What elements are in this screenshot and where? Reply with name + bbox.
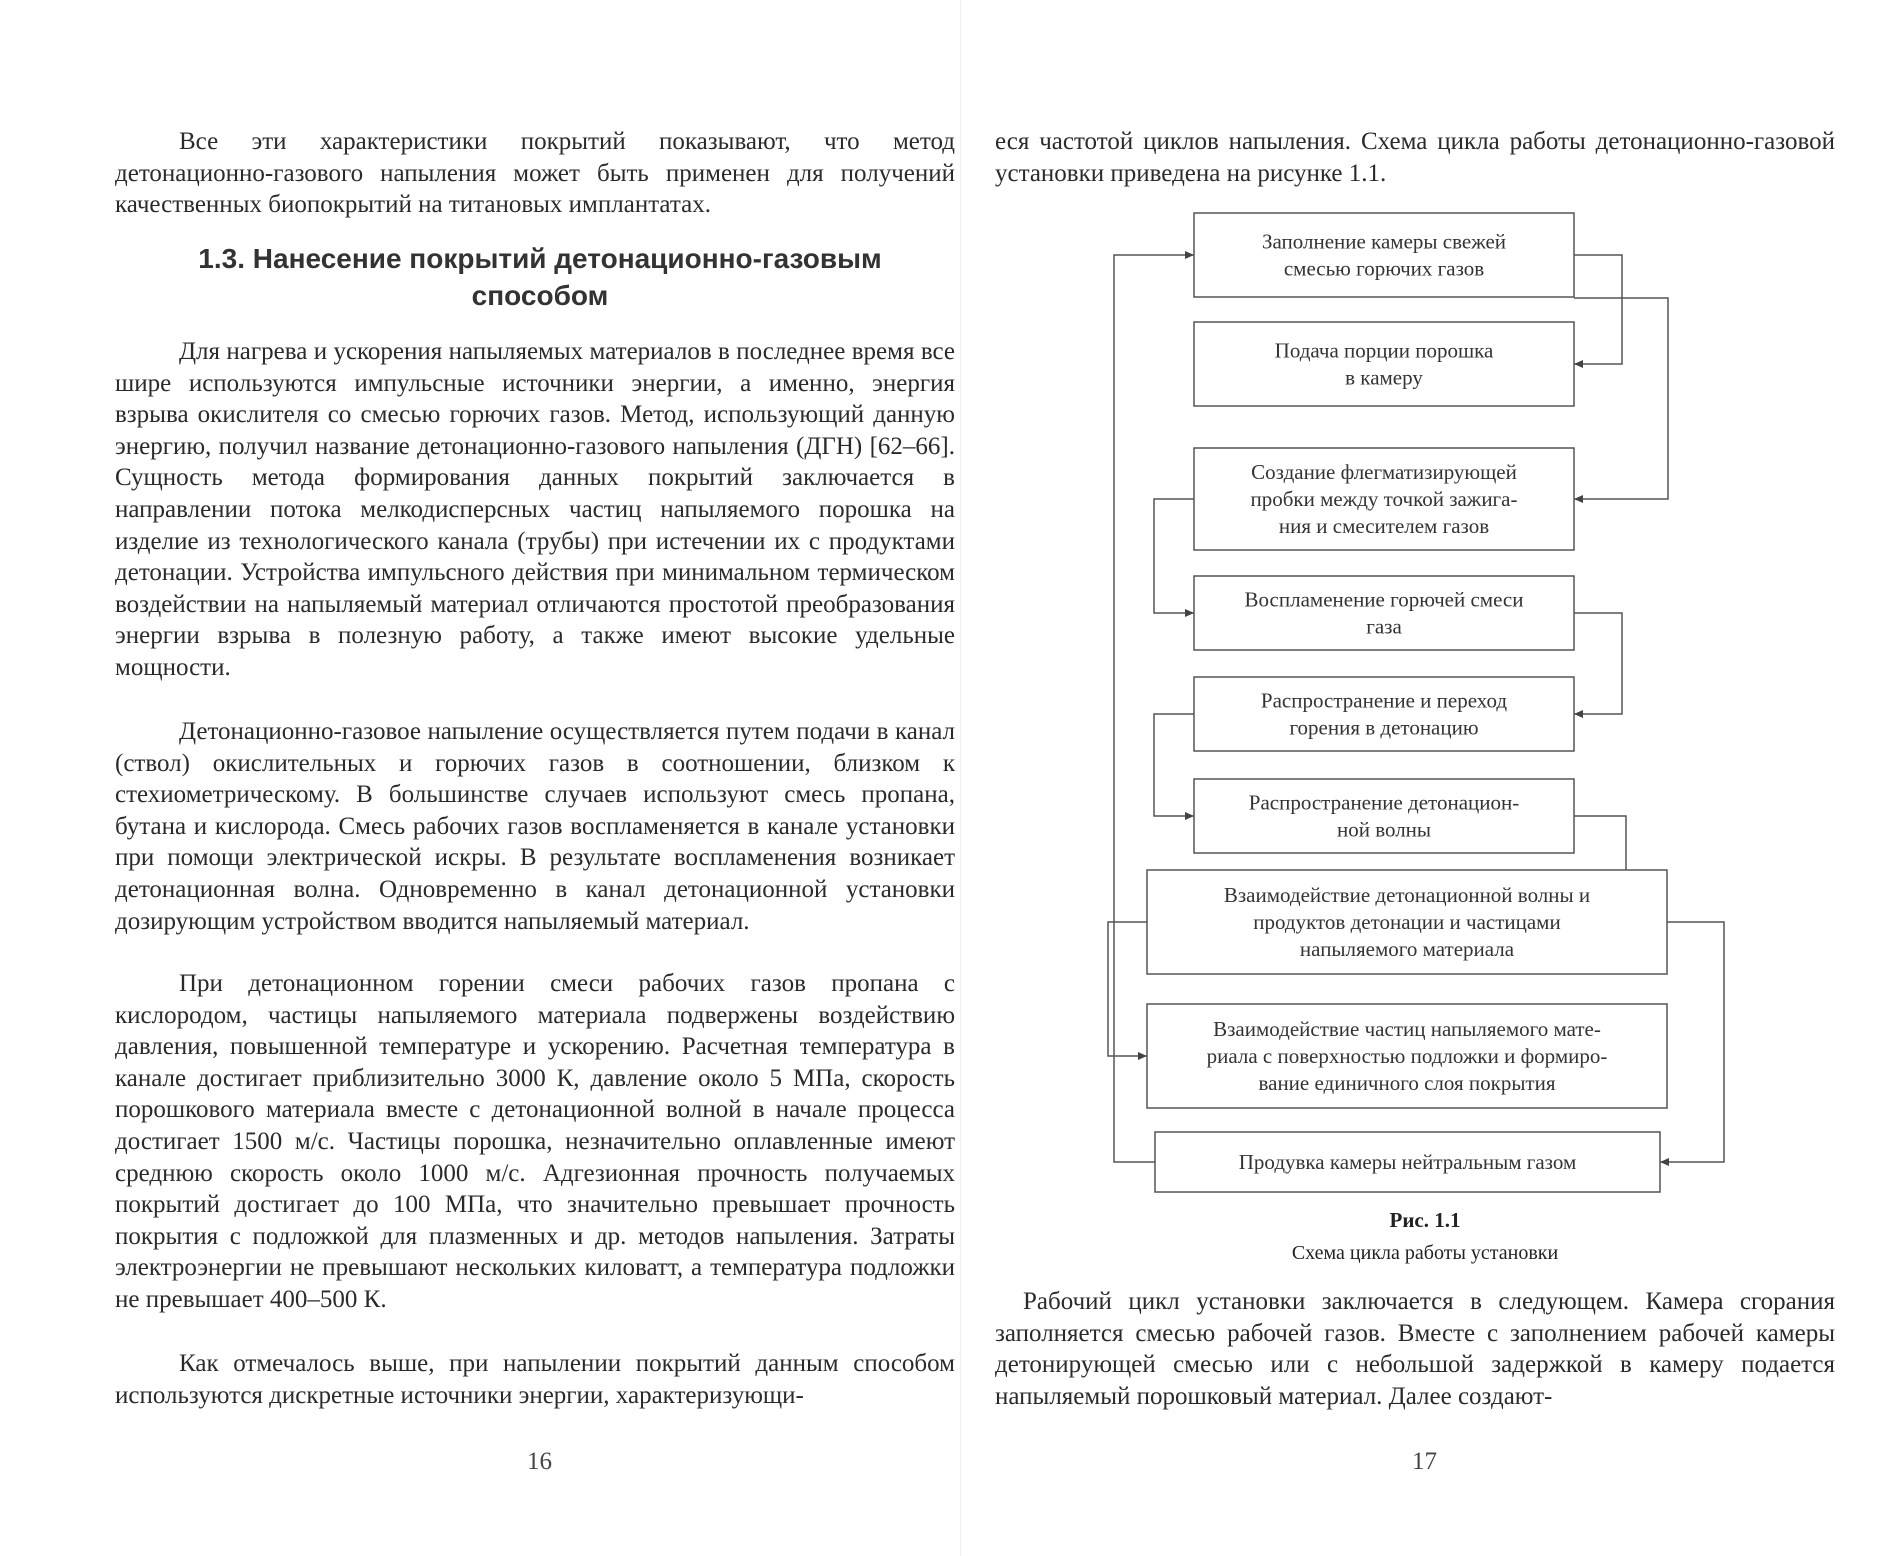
flowchart-boxes [1147,213,1667,1192]
figure-caption-title: Схема цикла работы установки [1291,1242,1559,1264]
flow-connector-3 [1154,499,1194,613]
flow-step-text: Распространение детонацион- [1248,790,1520,815]
flow-connector-5 [1154,714,1194,816]
flow-step-text: Подача порции порошка [1274,338,1494,363]
intro-paragraph: Все эти характеристики покрытий показывают, что метод детонационно-газового напыления может быть применен для получений качественных биопокрытий на титановых имплантатах. [115,128,955,219]
flow-step-2 [1194,322,1574,406]
flow-step-text: пробки между точкой зажига- [1250,487,1518,511]
flow-step-box [1194,213,1574,297]
flow-step-1 [1194,213,1574,297]
flow-step-text: вание единичного слоя покрытия [1258,1071,1556,1095]
top-paragraph: еся частотой циклов напыления. Схема цикла работы детонационно-газовой установки приведена на рисунке 1.1. [995,128,1835,187]
flow-step-text: Взаимодействие детонационной волны и [1223,883,1591,907]
flow-step-text: Взаимодействие частиц напыляемого мате- [1213,1017,1601,1041]
body-paragraph-2: Детонационно-газовое напыление осуществляется путем подачи в канал (ствол) окислительных и горючих газов в соотношении, близком к стехиометрическому. В большинстве случаев используют смесь пропана, бутана и кислорода. Смесь рабочих газов воспламеняется в канале установки при помощи электрической искры. В результате воспламенения возникает детонационная волна. Одновременно в канал детонационной установки дозирующим устройством вводится напыляемый материал. [115,718,955,935]
flow-step-text: Заполнение камеры свежей [1261,229,1507,254]
figure-caption-number: Рис. 1.1 [1389,1208,1461,1232]
flow-step-box [1194,322,1574,406]
flow-connector-2 [1574,298,1668,499]
flow-step-6 [1194,779,1574,853]
flow-step-text: газа [1366,614,1402,639]
flow-step-3 [1194,448,1574,550]
flow-connector-4 [1574,613,1622,714]
flow-step-text: Создание флегматизирующей [1251,460,1517,484]
flow-connector-7 [1660,922,1724,1162]
flow-step-text: напыляемого материала [1299,937,1515,961]
flow-step-text: ния и смесителем газов [1278,514,1490,538]
flow-step-text: смесью горючих газов [1283,256,1485,281]
body-paragraph-4: Как отмечалось выше, при напылении покрытий данным способом используются дискретные источники энергии, характеризующи- [115,1350,955,1409]
flow-step-9 [1155,1132,1660,1192]
flow-connector-1 [1574,255,1622,364]
flow-step-8 [1147,1004,1667,1108]
flow-step-text: Продувка камеры нейтральным газом [1238,1150,1577,1174]
flow-step-text: горения в детонацию [1289,715,1479,740]
body-paragraph-1: Для нагрева и ускорения напыляемых материалов в последнее время все шире используются импульсные источники энергии, а именно, энергия взрыва окислителя со смесью горючих газов. Метод, использующий данную энергию, получил название детонационно-газового напыления (ДГН) [62–66]. Сущность метода формирования данных покрытий заключается в направлении потока мелкодисперсных частиц напыляемого порошка на изделие из технологического канала (трубы) при истечении их с продуктами детонации. Устройства импульсного действия при минимальном термическом воздействии на напыляемый материал отличаются простотой преобразования энергии взрыва в полезную работу, а также имеют высокие удельные мощности. [115,338,955,681]
page-number-right: 17 [1412,1448,1437,1475]
flow-step-text: риала с поверхностью подложки и формиро- [1206,1044,1608,1068]
page-number-left: 16 [527,1448,552,1475]
flow-step-text: в камеру [1345,365,1423,390]
bottom-paragraph: Рабочий цикл установки заключается в следующем. Камера сгорания заполняется смесью рабочей газов. Вместе с заполнением рабочей камеры детонирующей смесью или с небольшой задержкой в камеру подается напыляемый порошковый материал. Далее создают- [995,1288,1835,1410]
flow-step-text: продуктов детонации и частицами [1253,910,1561,934]
flow-step-4 [1194,576,1574,650]
body-paragraph-3: При детонационном горении смеси рабочих газов пропана с кислородом, частицы напыляемого материала подвержены воздействию давления, повышенной температуре и ускорению. Расчетная температура в канале достигает приблизительно 3000 К, давление около 5 МПа, скорость порошкового материала вместе с детонационной волной в начале процесса достигает 1500 м/с. Частицы порошка, незначительно оплавленные имеют среднюю скорость около 1000 м/с. Адгезионная прочность получаемых покрытий достигает до 100 МПа, что значительно превышает прочность покрытия с подложкой для плазменных и др. методов напыления. Затраты электроэнергии не превышают нескольких киловатт, а температура подложки не превышает 400–500 К. [115,970,955,1313]
flow-step-7 [1147,870,1667,974]
flow-step-5 [1194,677,1574,751]
section-heading: 1.3. Нанесение покрытий детонационно-газовым способом [198,243,882,311]
flow-step-text: Распространение и переход [1260,688,1508,713]
flow-step-text: ной волны [1336,817,1432,842]
flow-step-text: Воспламенение горючей смеси [1244,587,1524,612]
